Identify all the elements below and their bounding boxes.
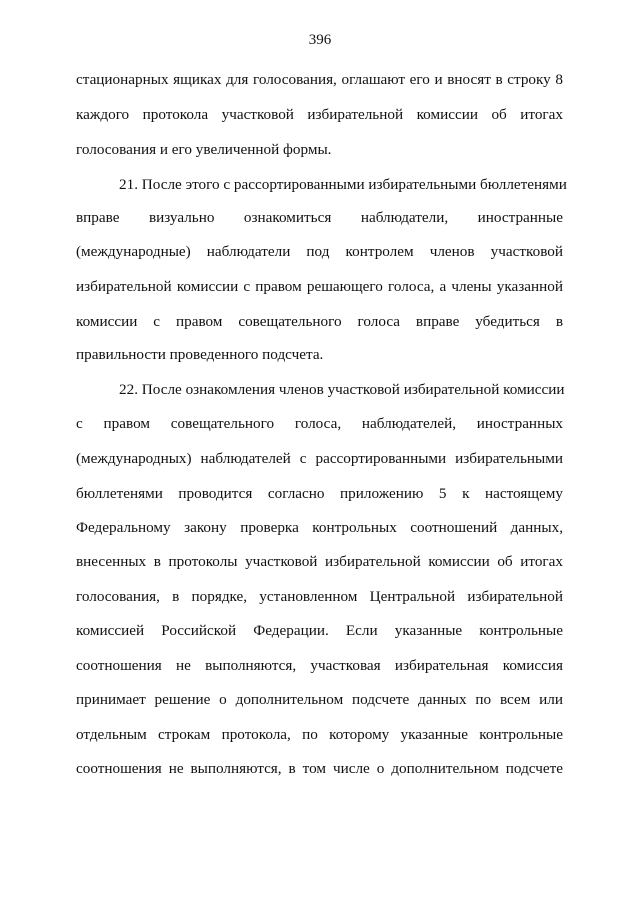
text-line: Федеральному закону проверка контрольных соотношений данных, [76,519,563,536]
text-line: комиссии с правом совещательного голоса вправе убедиться в [76,313,563,330]
text-line: голосования и его увеличенной формы. [76,141,332,158]
text-line: избирательной комиссии с правом решающего голоса, а члены указанной [76,278,563,295]
text-line: правильности проведенного подсчета. [76,346,324,363]
text-line: соотношения не выполняются, участковая избирательная комиссия [76,657,563,674]
text-line: отдельным строкам протокола, по которому указанные контрольные [76,726,563,743]
text-line: с правом совещательного голоса, наблюдателей, иностранных [76,415,563,432]
text-line: каждого протокола участковой избирательной комиссии об итогах [76,106,563,123]
text-line: 22. После ознакомления членов участковой избирательной комиссии [119,381,565,398]
text-line: бюллетенями проводится согласно приложению 5 к настоящему [76,485,563,502]
text-line: вправе визуально ознакомиться наблюдатели, иностранные [76,209,563,226]
text-line: голосования, в порядке, установленном Центральной избирательной [76,588,563,605]
text-line: 21. После этого с рассортированными избирательными бюллетенями [119,176,567,193]
text-line: (международные) наблюдатели под контролем членов участковой [76,243,563,260]
text-line: внесенных в протоколы участковой избирательной комиссии об итогах [76,553,563,570]
text-line: соотношения не выполняются, в том числе о дополнительном подсчете [76,760,563,777]
text-line: комиссией Российской Федерации. Если указанные контрольные [76,622,563,639]
text-line: стационарных ящиках для голосования, оглашают его и вносят в строку 8 [76,71,563,88]
page-number: 396 [308,32,332,48]
text-line: принимает решение о дополнительном подсчете данных по всем или [76,691,563,708]
text-line: (международных) наблюдателей с рассортированными избирательными [76,450,563,467]
